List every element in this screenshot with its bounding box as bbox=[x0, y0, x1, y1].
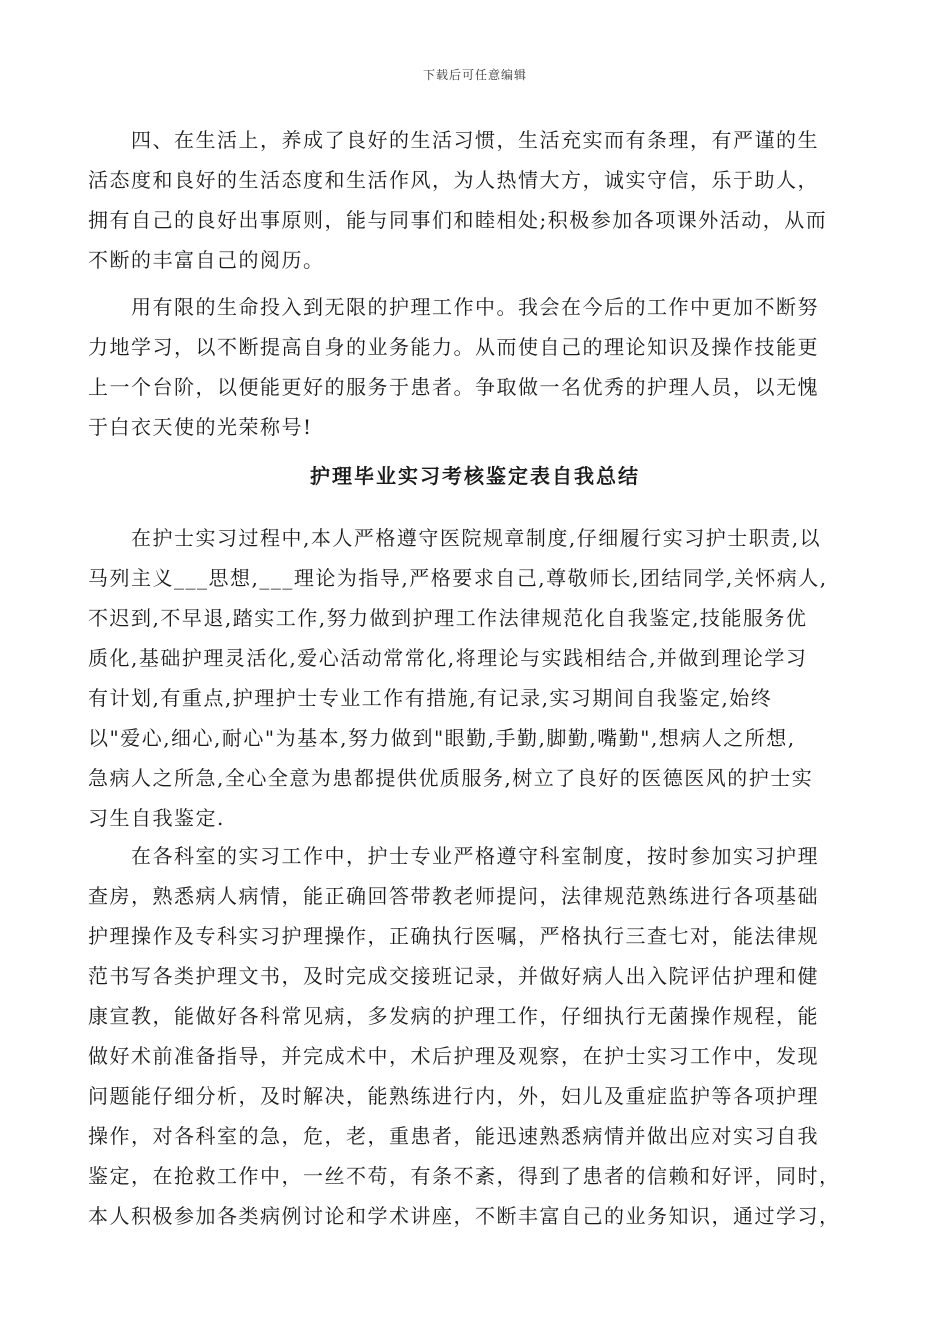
paragraph-department-work bbox=[88, 836, 858, 1236]
text-line: 以"爱心,细心,耐心"为基本,努力做到"眼勤,手勤,脚勤,嘴勤",想病人之所想, bbox=[88, 726, 796, 750]
text-line: 用有限的生命投入到无限的护理工作中。我会在今后的工作中更加不断努 bbox=[88, 295, 819, 319]
text-line: 活态度和良好的生活态度和生活作风，为人热情大方，诚实守信，乐于助人， bbox=[88, 168, 819, 192]
text-line: 护理操作及专科实习护理操作，正确执行医嘱，严格执行三查七对，能法律规 bbox=[88, 924, 819, 948]
text-line: 康宣教，能做好各科常见病，多发病的护理工作，仔细执行无菌操作规程，能 bbox=[88, 1004, 819, 1028]
text-line: 在各科室的实习工作中，护士专业严格遵守科室制度，按时参加实习护理 bbox=[88, 844, 819, 868]
text-line: 四、在生活上，养成了良好的生活习惯，生活充实而有条理，有严谨的生 bbox=[88, 128, 819, 152]
paragraph-life-habits bbox=[88, 120, 858, 280]
text-line: 拥有自己的良好出事原则，能与同事们和睦相处;积极参加各项课外活动，从而 bbox=[88, 208, 828, 232]
text-line: 鉴定，在抢救工作中，一丝不苟，有条不紊，得到了患者的信赖和好评，同时， bbox=[88, 1164, 841, 1188]
text-line: 范书写各类护理文书，及时完成交接班记录，并做好病人出入院评估护理和健 bbox=[88, 964, 819, 988]
text-line: 不迟到,不早退,踏实工作,努力做到护理工作法律规范化自我鉴定,技能服务优 bbox=[88, 606, 808, 630]
header-note: 下载后可任意编辑 bbox=[422, 68, 527, 82]
text-line: 有计划,有重点,护理护士专业工作有措施,有记录,实习期间自我鉴定,始终 bbox=[88, 686, 773, 710]
text-line: 马列主义___思想,___理论为指导,严格要求自己,尊敬师长,团结同学,关怀病人, bbox=[88, 566, 828, 590]
text-line: 力地学习，以不断提高自身的业务能力。从而使自己的理论知识及操作技能更 bbox=[88, 335, 819, 359]
text-line: 本人积极参加各类病例讨论和学术讲座，不断丰富自己的业务知识，通过学习， bbox=[88, 1204, 841, 1228]
text-line: 做好术前准备指导，并完成术中，术后护理及观察，在护士实习工作中，发现 bbox=[88, 1044, 819, 1068]
text-line: 于白衣天使的光荣称号! bbox=[88, 415, 313, 439]
paragraph-career-goal bbox=[88, 287, 858, 447]
paragraph-internship-conduct bbox=[88, 518, 858, 838]
text-line: 质化,基础护理灵活化,爱心活动常常化,将理论与实践相结合,并做到理论学习 bbox=[88, 646, 808, 670]
text-line: 急病人之所急,全心全意为患都提供优质服务,树立了良好的医德医风的护士实 bbox=[88, 766, 814, 790]
text-line: 问题能仔细分析，及时解决，能熟练进行内，外，妇儿及重症监护等各项护理 bbox=[88, 1084, 819, 1108]
text-line: 习生自我鉴定. bbox=[88, 806, 225, 830]
section-title: 护理毕业实习考核鉴定表自我总结 bbox=[310, 464, 640, 488]
text-line: 不断的丰富自己的阅历。 bbox=[88, 248, 325, 272]
text-line: 上一个台阶，以便能更好的服务于患者。争取做一名优秀的护理人员，以无愧 bbox=[88, 375, 819, 399]
text-line: 查房，熟悉病人病情，能正确回答带教老师提问，法律规范熟练进行各项基础 bbox=[88, 884, 819, 908]
text-line: 操作，对各科室的急，危，老，重患者，能迅速熟悉病情并做出应对实习自我 bbox=[88, 1124, 819, 1148]
text-line: 在护士实习过程中,本人严格遵守医院规章制度,仔细履行实习护士职责,以 bbox=[88, 526, 822, 550]
